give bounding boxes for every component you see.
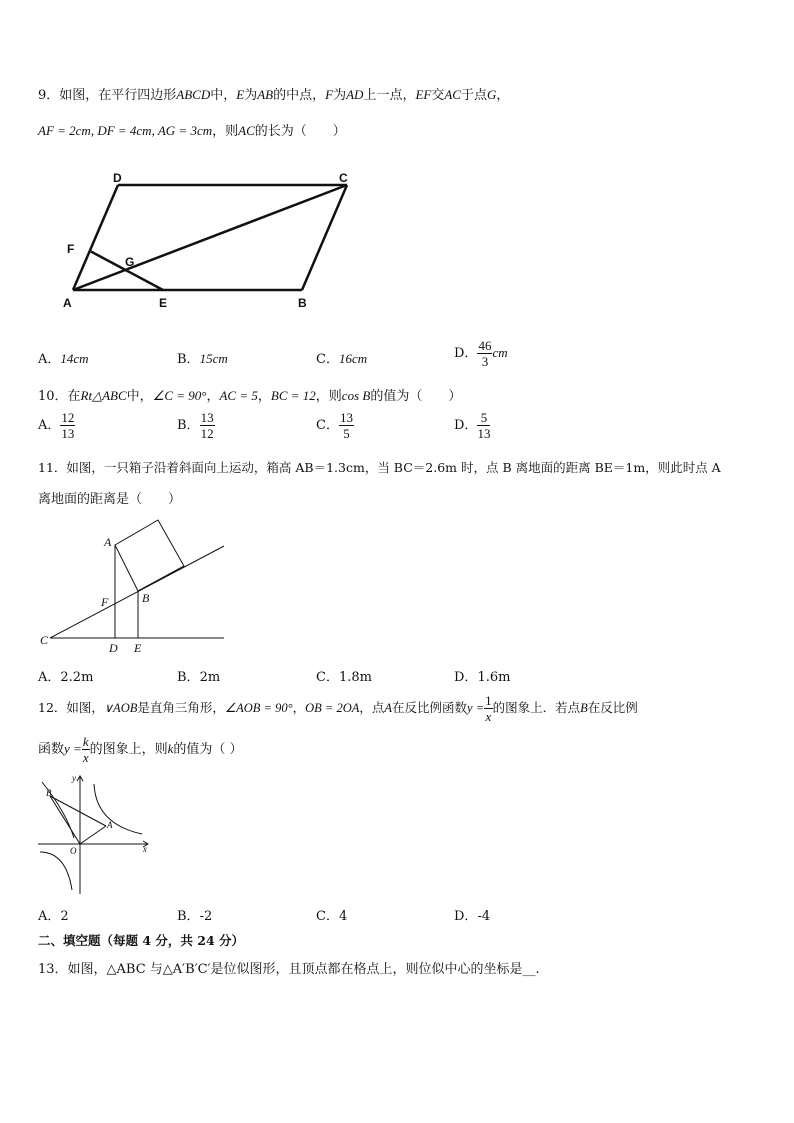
q9-label-C: C: [339, 171, 348, 185]
q12-option-a[interactable]: A．2: [38, 909, 69, 924]
q12-stem-line2: 函数y = $\frac{k}{x}$ 的图象上，则k的值为（ ）: [38, 734, 243, 765]
q12-stem-line1: 12．如图，∨AOB是直角三角形，∠AOB = 90°，OB = 2OA，点A在反比例函数y = $\frac{1}{x}$ 的图象上．若点B在反比例: [38, 693, 638, 724]
q11-option-a[interactable]: A．2.2m: [38, 670, 94, 685]
q9-option-b[interactable]: B．15cm: [177, 351, 228, 367]
q9-label-E: E: [159, 296, 168, 310]
q10-option-b-fraction: $\frac{13}{12}$: [200, 410, 214, 441]
q12-option-d[interactable]: D．-4: [454, 909, 491, 924]
q11-label-C: C: [40, 633, 49, 647]
q9-option-d-fraction: $\frac{46}{3}$: [478, 338, 492, 369]
q10-stem: 10．在Rt△ABC中，∠C = 90°，AC = 5，BC = 12，则cos B的值为（ ）: [38, 388, 462, 404]
q9-parallelogram-figure: [55, 165, 365, 315]
q11-label-D: D: [109, 641, 118, 655]
q10-option-d[interactable]: D． $\frac{5}{13}$: [454, 410, 491, 441]
q9-option-a[interactable]: A．14cm: [38, 351, 89, 367]
q9-label-A: A: [63, 296, 72, 310]
q12-segment-OB: [50, 796, 80, 844]
q10-option-a-fraction: $\frac{12}{13}$: [61, 410, 75, 441]
q11-stem-line1: 11．如图，一只箱子沿着斜面向上运动，箱高 AB＝1.3cm，当 BC＝2.6m 时，点 B 离地面的距离 BE＝1m，则此时点 A: [38, 460, 721, 475]
q11-option-d[interactable]: D．1.6m: [454, 670, 511, 685]
q9-diagonal-AC: [73, 185, 347, 290]
q12-func2-fraction: $\frac{k}{x}$: [82, 734, 89, 765]
q11-label-A: A: [104, 535, 112, 549]
q9-label-G: G: [125, 255, 135, 269]
q10-option-a[interactable]: A． $\frac{12}{13}$: [38, 410, 75, 441]
q11-label-E: E: [134, 641, 142, 655]
q10-option-c-fraction: $\frac{13}{5}$: [339, 410, 353, 441]
q12-label-O: O: [70, 846, 77, 856]
q11-stem-line2: 离地面的距离是（ ）: [38, 492, 182, 507]
q9-label-D: D: [113, 171, 122, 185]
q11-option-b[interactable]: B．2m: [177, 670, 221, 685]
q11-box: [115, 520, 184, 591]
q12-label-x: x: [143, 844, 147, 854]
q12-func1-fraction: $\frac{1}{x}$: [485, 693, 492, 724]
q12-curve-1-upper-right: [94, 784, 142, 834]
q11-label-F: F: [101, 595, 109, 609]
q11-option-c[interactable]: C．1.8m: [316, 670, 372, 685]
q9-option-d[interactable]: D． $\frac{46}{3}$ cm: [454, 338, 508, 369]
q9-label-F: F: [67, 242, 75, 256]
section2-heading: 二、填空题（每题 4 分，共 24 分）: [38, 933, 245, 948]
q13-stem: 13．如图，△ABC 与△A′B′C′是位似图形，且顶点都在格点上，则位似中心的坐标是__.: [38, 962, 540, 977]
q12-label-A: A: [107, 820, 113, 830]
q9-label-B: B: [298, 296, 307, 310]
q12-option-b[interactable]: B．-2: [177, 909, 213, 924]
q10-option-d-fraction: $\frac{5}{13}$: [477, 410, 491, 441]
q12-segment-OA: [80, 826, 106, 844]
q10-option-b[interactable]: B． $\frac{13}{12}$: [177, 410, 214, 441]
q9-option-c[interactable]: C．16cm: [316, 351, 368, 367]
q12-option-c[interactable]: C．4: [316, 909, 348, 924]
q11-slope-figure: [36, 514, 230, 656]
q12-curve-1-lower-left: [40, 852, 72, 890]
q11-label-B: B: [142, 591, 150, 605]
q12-label-B: B: [46, 788, 52, 798]
q9-stem-line2: AF = 2cm, DF = 4cm, AG = 3cm，则AC的长为（ ）: [38, 123, 346, 139]
q12-label-y: y: [72, 773, 76, 783]
q12-hyperbola-figure: [36, 772, 156, 896]
q10-option-c[interactable]: C． $\frac{13}{5}$: [316, 410, 353, 441]
q11-slope-line: [50, 546, 224, 638]
q9-stem-line1: 9．如图，在平行四边形ABCD中，E为AB的中点，F为AD上一点，EF交AC于点G，: [38, 87, 510, 103]
